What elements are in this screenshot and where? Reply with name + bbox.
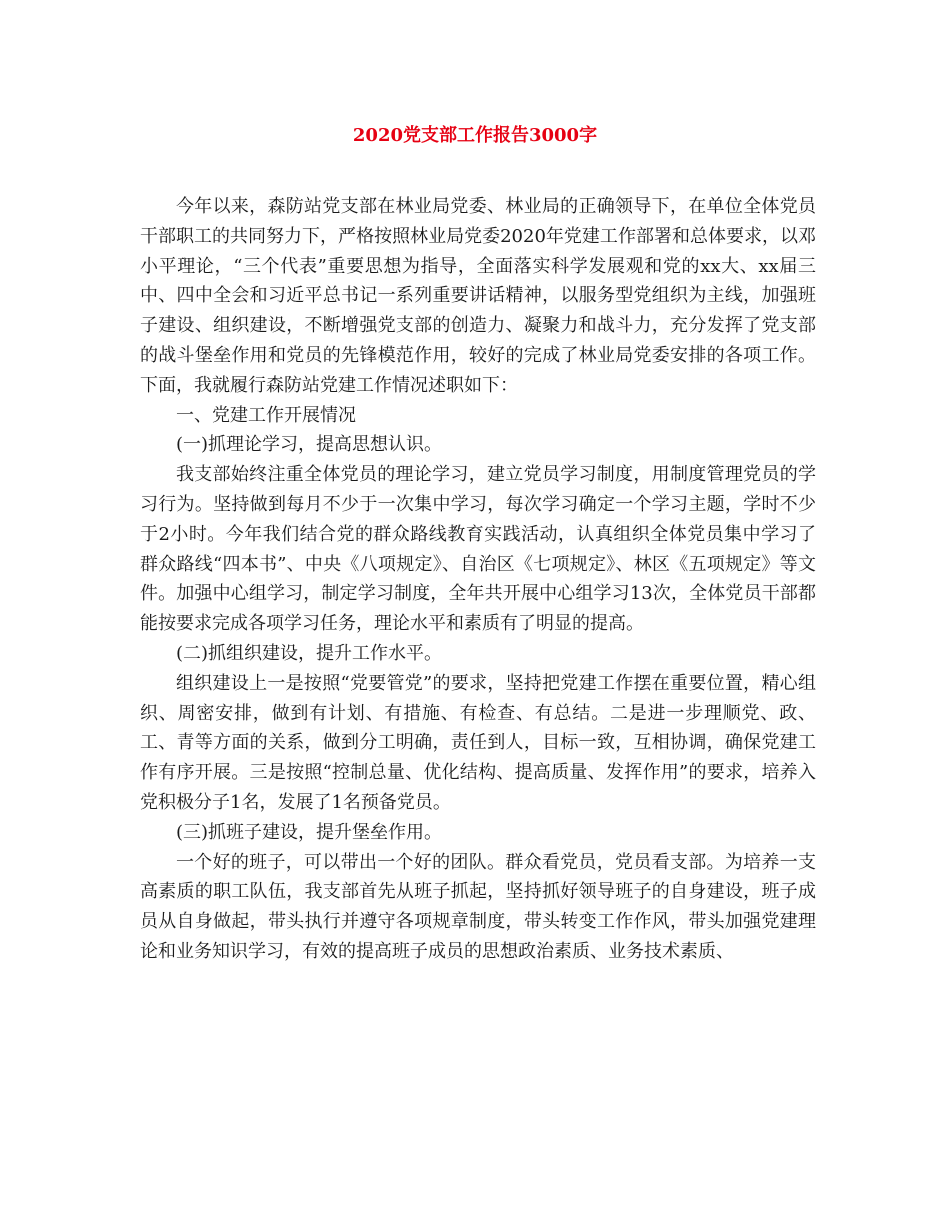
paragraph-intro: 今年以来，森防站党支部在林业局党委、林业局的正确领导下，在单位全体党员干部职工的共同努力下，严格按照林业局党委2020年党建工作部署和总体要求，以邓小平理论，“三个代表”重要思想为指导，全面落实科学发展观和党的xx大、xx届三中、四中全会和习近平总书记一系列重要讲话精神，以服务型党组织为主线，加强班子建设、组织建设，不断增强党支部的创造力、凝聚力和战斗力，充分发挥了党支部的战斗堡垒作用和党员的先锋模范作用，较好的完成了林业局党委安排的各项工作。下面，我就履行森防站党建工作情况述职如下：: [140, 196, 816, 396]
paragraph-leadership: 一个好的班子，可以带出一个好的团队。群众看党员，党员看支部。为培养一支高素质的职工队伍，我支部首先从班子抓起，坚持抓好领导班子的自身建设，班子成员从自身做起，带头执行并遵守各项规章制度，带头转变工作作风，带头加强党建理论和业务知识学习，有效的提高班子成员的思想政治素质、业务技术素质、: [140, 851, 816, 962]
paragraph-theory-study: 我支部始终注重全体党员的理论学习，建立党员学习制度，用制度管理党员的学习行为。坚持做到每月不少于一次集中学习，每次学习确定一个学习主题，学时不少于2小时。今年我们结合党的群众路线教育实践活动，认真组织全体党员集中学习了群众路线“四本书”、中央《八项规定》、自治区《七项规定》、林区《五项规定》等文件。加强中心组学习，制定学习制度，全年共开展中心组学习13次，全体党员干部都能按要求完成各项学习任务，理论水平和素质有了明显的提高。: [140, 464, 816, 635]
paragraph-organization: 组织建设上一是按照“党要管党”的要求，坚持把党建工作摆在重要位置，精心组织、周密安排，做到有计划、有措施、有检查、有总结。二是进一步理顺党、政、工、青等方面的关系，做到分工明确，责任到人，目标一致，互相协调，确保党建工作有序开展。三是按照“控制总量、优化结构、提高质量、发挥作用”的要求，培养入党积极分子1名，发展了1名预备党员。: [140, 672, 816, 813]
document-body: [140, 192, 816, 967]
document-title: 2020党支部工作报告3000字: [352, 125, 598, 146]
subsection-heading-2: (二)抓组织建设，提升工作水平。: [176, 642, 443, 664]
section-heading-1: 一、党建工作开展情况: [176, 404, 356, 426]
subsection-heading-1: (一)抓理论学习，提高思想认识。: [176, 434, 443, 456]
subsection-heading-3: (三)抓班子建设，提升堡垒作用。: [176, 821, 443, 843]
